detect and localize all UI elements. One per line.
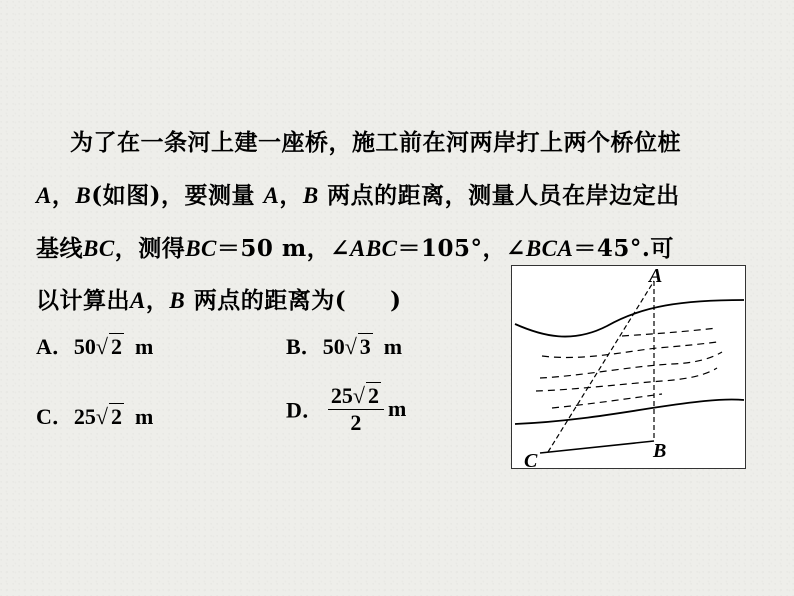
water-line	[542, 342, 717, 357]
figure-label-c: C	[524, 450, 538, 468]
option-c[interactable]	[36, 400, 153, 431]
problem-line-1	[70, 124, 681, 157]
point-a-label: A	[263, 183, 280, 208]
angle-bca-label: BCA	[525, 236, 574, 261]
point-b-label: B	[169, 288, 186, 313]
option-coefficient: 25	[330, 383, 353, 408]
option-d[interactable]	[286, 382, 406, 436]
sqrt-symbol: √ 2	[352, 383, 379, 408]
fraction	[328, 382, 384, 436]
option-coefficient: 50	[322, 334, 345, 359]
figure-label-b: B	[653, 440, 667, 462]
water-line	[540, 352, 722, 378]
problem-text: 两点的距离，测量人员在岸边定出	[327, 182, 680, 209]
point-b-label: B	[302, 183, 319, 208]
option-coefficient: 50	[73, 334, 96, 359]
separator: ，	[279, 182, 303, 209]
option-letter: C．	[36, 404, 74, 429]
fraction-numerator	[328, 382, 384, 410]
option-letter: D．	[286, 397, 324, 423]
option-unit: m	[134, 334, 154, 359]
problem-text: 为了在一条河上建一座桥，施工前在河两岸打上两个桥位桩	[70, 129, 681, 156]
angle-abc-label: ABC	[350, 236, 398, 261]
problem-line-3	[36, 230, 674, 263]
option-letter: A．	[36, 334, 74, 359]
radicand: 2	[110, 334, 122, 359]
problem-text: ，测得	[114, 235, 186, 262]
sqrt-symbol: √ 2	[95, 334, 122, 359]
problem-text: )	[390, 287, 402, 314]
water-line	[536, 368, 717, 391]
water-line	[552, 394, 662, 408]
radicand: 2	[367, 383, 379, 408]
option-letter: B．	[286, 334, 323, 359]
sqrt-symbol: √ 2	[95, 404, 122, 429]
water-line	[622, 328, 717, 336]
river-bank-top	[515, 300, 744, 337]
river-bank-bottom	[515, 399, 744, 424]
option-unit: m	[383, 334, 403, 359]
option-unit: m	[134, 404, 154, 429]
segment-bc-label: BC	[185, 236, 217, 261]
fraction-denominator: 2	[350, 410, 362, 435]
option-a[interactable]	[36, 330, 153, 361]
problem-text: 基线	[36, 235, 83, 262]
option-coefficient: 25	[73, 404, 96, 429]
point-b-label: B	[75, 183, 92, 208]
point-a-label: A	[36, 183, 52, 208]
separator: ，	[145, 287, 170, 314]
option-b[interactable]	[286, 330, 402, 361]
problem-text: ＝45°.可	[573, 235, 674, 262]
segment-cb	[540, 441, 654, 453]
problem-text: ＝50 m，∠	[216, 235, 350, 262]
separator: ，	[51, 182, 76, 209]
figure-svg	[512, 266, 745, 468]
river-bridge-figure	[511, 265, 746, 469]
problem-text: 以计算出	[36, 287, 130, 314]
sqrt-symbol: √ 3	[344, 334, 371, 359]
problem-line-2	[36, 177, 680, 210]
problem-line-4	[36, 282, 401, 315]
figure-label-a: A	[649, 266, 663, 287]
point-a-label: A	[130, 288, 146, 313]
radicand: 2	[110, 404, 122, 429]
problem-text: ＝105°，∠	[397, 235, 526, 262]
option-unit: m	[387, 396, 407, 421]
problem-text: 两点的距离为(	[193, 287, 347, 314]
segment-bc-label: BC	[83, 236, 115, 261]
problem-text: (如图)，要测量	[91, 182, 255, 209]
radicand: 3	[359, 334, 371, 359]
